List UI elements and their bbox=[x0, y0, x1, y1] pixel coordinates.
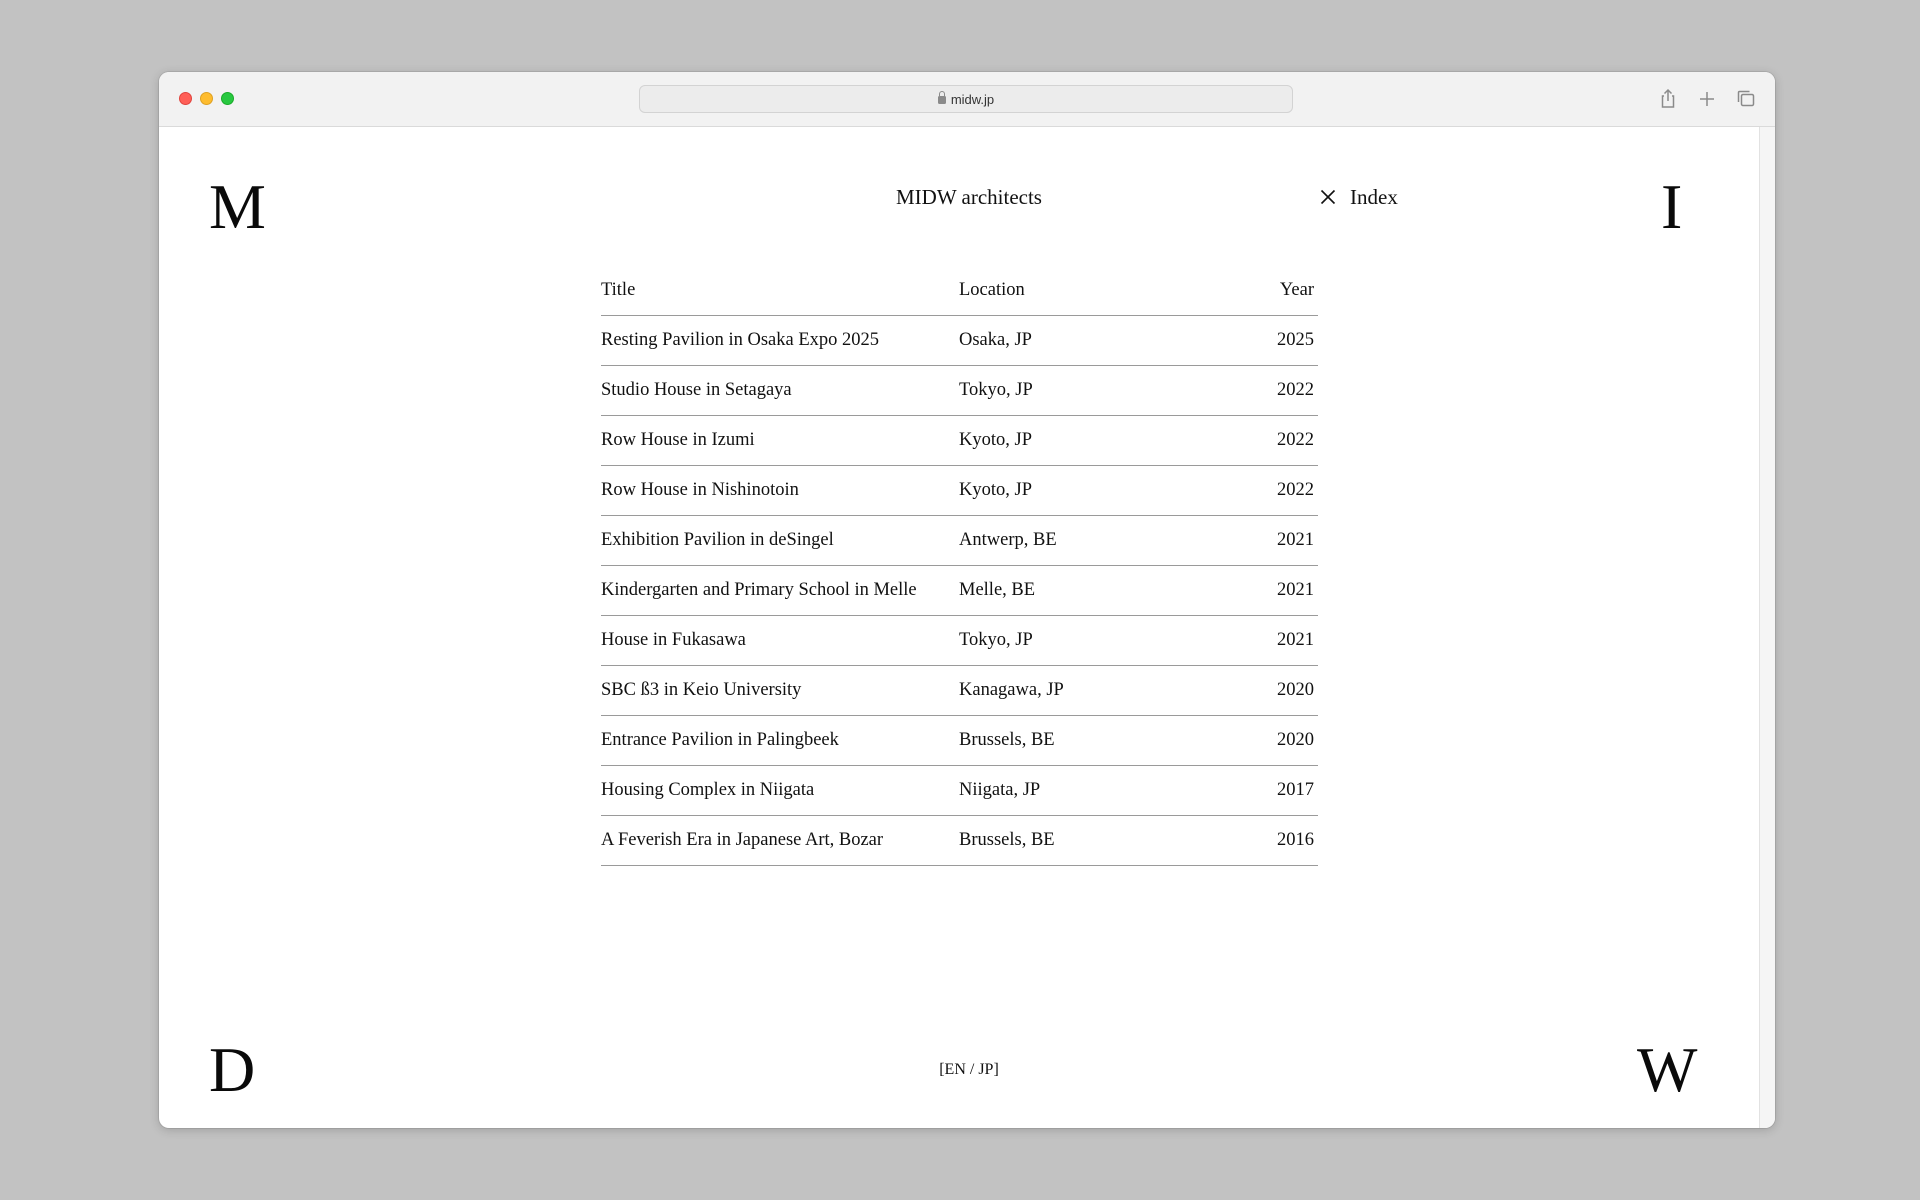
header-year[interactable]: Year bbox=[1259, 265, 1318, 316]
table-row[interactable] bbox=[601, 816, 1318, 866]
table-row[interactable] bbox=[601, 316, 1318, 366]
lang-bracket-open: [ bbox=[939, 1061, 945, 1078]
project-title: Entrance Pavilion in Palingbeek bbox=[601, 716, 959, 766]
plus-icon[interactable] bbox=[1695, 87, 1719, 111]
project-title: Kindergarten and Primary School in Melle bbox=[601, 566, 959, 616]
minimize-window-button[interactable] bbox=[200, 92, 213, 105]
lang-bracket-close: ] bbox=[993, 1061, 999, 1078]
corner-letter-i: I bbox=[1661, 171, 1683, 242]
header-title[interactable]: Title bbox=[601, 265, 959, 316]
table-row[interactable] bbox=[601, 616, 1318, 666]
address-bar-url: midw.jp bbox=[950, 91, 995, 107]
language-switcher bbox=[859, 1059, 1079, 1081]
project-location: Osaka, JP bbox=[959, 316, 1259, 366]
table-row[interactable] bbox=[601, 416, 1318, 466]
project-title: SBC ß3 in Keio University bbox=[601, 666, 959, 716]
table-row[interactable] bbox=[601, 766, 1318, 816]
project-title: Row House in Nishinotoin bbox=[601, 466, 959, 516]
project-year: 2017 bbox=[1259, 766, 1318, 816]
project-year: 2022 bbox=[1259, 366, 1318, 416]
project-year: 2021 bbox=[1259, 516, 1318, 566]
project-title: House in Fukasawa bbox=[601, 616, 959, 666]
project-location: Melle, BE bbox=[959, 566, 1259, 616]
browser-window bbox=[159, 72, 1775, 1128]
close-window-button[interactable] bbox=[179, 92, 192, 105]
project-title: Housing Complex in Niigata bbox=[601, 766, 959, 816]
browser-toolbar bbox=[159, 72, 1775, 127]
table-row[interactable] bbox=[601, 516, 1318, 566]
lang-en-link[interactable]: EN bbox=[944, 1061, 966, 1078]
project-year: 2020 bbox=[1259, 666, 1318, 716]
project-title: Row House in Izumi bbox=[601, 416, 959, 466]
project-year: 2022 bbox=[1259, 416, 1318, 466]
project-location: Tokyo, JP bbox=[959, 616, 1259, 666]
zoom-window-button[interactable] bbox=[221, 92, 234, 105]
project-location: Kyoto, JP bbox=[959, 466, 1259, 516]
table-row[interactable] bbox=[601, 566, 1318, 616]
project-location: Brussels, BE bbox=[959, 716, 1259, 766]
lang-separator: / bbox=[965, 1061, 979, 1078]
project-title: A Feverish Era in Japanese Art, Bozar bbox=[601, 816, 959, 866]
corner-letter-w: W bbox=[1637, 1034, 1698, 1105]
address-bar[interactable] bbox=[639, 85, 1293, 113]
project-index-table bbox=[601, 265, 1318, 866]
index-label: Index bbox=[1350, 185, 1398, 209]
index-toggle[interactable] bbox=[1319, 183, 1398, 211]
project-location: Antwerp, BE bbox=[959, 516, 1259, 566]
project-year: 2021 bbox=[1259, 566, 1318, 616]
table-row[interactable] bbox=[601, 666, 1318, 716]
project-year: 2016 bbox=[1259, 816, 1318, 866]
table-row[interactable] bbox=[601, 716, 1318, 766]
lang-jp-link[interactable]: JP bbox=[978, 1061, 994, 1078]
project-year: 2025 bbox=[1259, 316, 1318, 366]
project-year: 2020 bbox=[1259, 716, 1318, 766]
close-icon bbox=[1319, 188, 1337, 206]
site-title[interactable]: MIDW architects bbox=[896, 185, 1042, 209]
scrollbar[interactable] bbox=[1759, 127, 1775, 1128]
project-year: 2022 bbox=[1259, 466, 1318, 516]
table-row[interactable] bbox=[601, 466, 1318, 516]
tabs-overview-icon[interactable] bbox=[1734, 87, 1758, 111]
project-title: Exhibition Pavilion in deSingel bbox=[601, 516, 959, 566]
project-location: Kyoto, JP bbox=[959, 416, 1259, 466]
page-content bbox=[159, 127, 1759, 1128]
corner-letter-m: M bbox=[209, 171, 266, 242]
table-header-row bbox=[601, 265, 1318, 316]
project-location: Brussels, BE bbox=[959, 816, 1259, 866]
header-location[interactable]: Location bbox=[959, 265, 1259, 316]
project-location: Kanagawa, JP bbox=[959, 666, 1259, 716]
lock-icon bbox=[938, 96, 946, 104]
project-title: Studio House in Setagaya bbox=[601, 366, 959, 416]
project-location: Niigata, JP bbox=[959, 766, 1259, 816]
share-icon[interactable] bbox=[1656, 87, 1680, 111]
table-row[interactable] bbox=[601, 366, 1318, 416]
corner-letter-d: D bbox=[209, 1034, 256, 1105]
project-location: Tokyo, JP bbox=[959, 366, 1259, 416]
project-year: 2021 bbox=[1259, 616, 1318, 666]
project-title: Resting Pavilion in Osaka Expo 2025 bbox=[601, 316, 959, 366]
